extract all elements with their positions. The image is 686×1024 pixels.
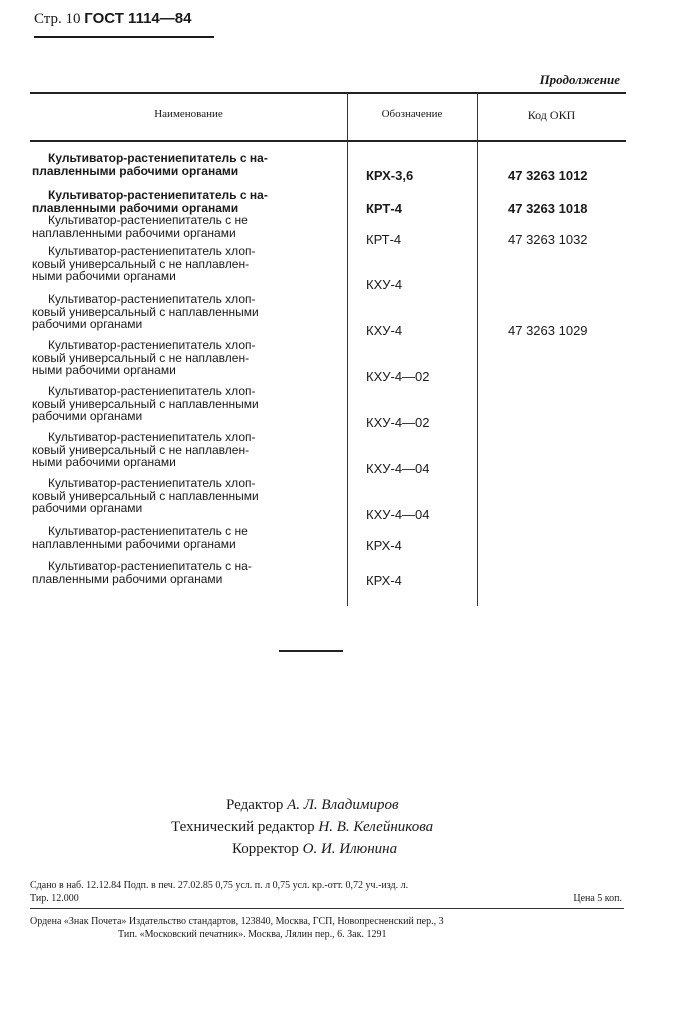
name-line: наплавленными рабочими органами bbox=[32, 225, 236, 240]
editor-name: А. Л. Владимиров bbox=[287, 797, 399, 813]
tech-editor-name: Н. В. Келейникова bbox=[318, 819, 434, 835]
name-line: плавленными рабочими органами bbox=[32, 200, 239, 215]
table-row-designation: КХУ-4—02 bbox=[366, 415, 430, 430]
table-header-rule bbox=[30, 140, 626, 142]
table-row-designation: КРХ-4 bbox=[366, 573, 402, 588]
corrector-role: Корректор bbox=[232, 841, 299, 857]
editor-role: Редактор bbox=[226, 797, 284, 813]
name-line: рабочими органами bbox=[32, 501, 143, 515]
continuation-label: Продолжение bbox=[539, 72, 620, 87]
credit-corrector bbox=[232, 841, 397, 858]
table-row-designation: КХУ-4—04 bbox=[366, 507, 430, 522]
name-line: ными рабочими органами bbox=[32, 363, 176, 377]
name-line: Культиватор-растениепитатель с не bbox=[48, 213, 248, 227]
table-row-name bbox=[32, 560, 330, 585]
imprint-line-1: Сдано в наб. 12.12.84 Подп. в печ. 27.02.85 0,75 усл. п. л 0,75 усл. кр.-отт. 0,72 уч.-изд. л. bbox=[30, 880, 409, 891]
name-line: рабочими органами bbox=[32, 317, 143, 331]
page-number: Стр. 10 bbox=[34, 11, 81, 27]
name-line: плавленными рабочими органами bbox=[32, 163, 239, 178]
name-line: Культиватор-растениепитатель с не bbox=[48, 524, 248, 538]
name-line: Культиватор-растениепитатель хлоп- bbox=[48, 384, 256, 398]
table-row-name bbox=[32, 214, 330, 239]
table-row-name bbox=[32, 189, 330, 214]
imprint-line-2-right: Цена 5 коп. bbox=[573, 893, 622, 904]
table-row-okp: 47 3263 1018 bbox=[508, 201, 588, 216]
credit-tech-editor bbox=[171, 819, 433, 836]
column-header-okp: Код ОКП bbox=[527, 108, 576, 122]
table-row-name bbox=[32, 293, 330, 331]
column-header-designation: Обозначение bbox=[381, 108, 443, 120]
name-line: Культиватор-растениепитатель с на- bbox=[48, 559, 252, 573]
name-line: ковый универсальный с наплавленными bbox=[32, 488, 259, 503]
name-line: рабочими органами bbox=[32, 409, 143, 423]
name-line: Культиватор-растениепитатель хлоп- bbox=[48, 430, 256, 444]
name-line: Культиватор-растениепитатель хлоп- bbox=[48, 244, 256, 258]
table-column-divider-2 bbox=[477, 92, 478, 606]
header-underline bbox=[34, 36, 214, 38]
table-row-name bbox=[32, 431, 330, 469]
name-line: ными рабочими органами bbox=[32, 269, 176, 283]
standard-number: ГОСТ 1114—84 bbox=[84, 10, 192, 27]
table-row-designation: КРТ-4 bbox=[366, 201, 402, 216]
table-row-okp: 47 3263 1029 bbox=[508, 323, 588, 338]
name-line: наплавленными рабочими органами bbox=[32, 536, 236, 551]
name-line: Культиватор-растениепитатель хлоп- bbox=[48, 338, 256, 352]
name-line: плавленными рабочими органами bbox=[32, 571, 223, 586]
column-header-name: Наименование bbox=[154, 108, 223, 120]
name-line: Культиватор-растениепитатель с на- bbox=[48, 188, 268, 202]
imprint-line-3: Ордена «Знак Почета» Издательство стандартов, 123840, Москва, ГСП, Новопресненский пер., 3 bbox=[30, 916, 444, 927]
page-header bbox=[34, 10, 191, 28]
table-row-designation: КРХ-4 bbox=[366, 538, 402, 553]
table-row-designation: КРХ-3,6 bbox=[366, 168, 414, 183]
section-separator bbox=[279, 650, 343, 652]
name-line: ковый универсальный с наплавленными bbox=[32, 396, 259, 411]
table-row-designation: КРТ-4 bbox=[366, 232, 402, 247]
name-line: ковый универсальный с не наплавлен- bbox=[32, 256, 250, 271]
name-line: Культиватор-растениепитатель хлоп- bbox=[48, 476, 256, 490]
table-row-designation: КХУ-4—04 bbox=[366, 461, 430, 476]
imprint-line-2-left: Тир. 12.000 bbox=[30, 893, 79, 904]
table-row-designation: КХУ-4—02 bbox=[366, 369, 430, 384]
table-row-okp: 47 3263 1012 bbox=[508, 168, 588, 183]
table-row-okp: 47 3263 1032 bbox=[508, 232, 588, 247]
table-column-divider-1 bbox=[347, 92, 348, 606]
table-row-name bbox=[32, 152, 330, 177]
name-line: Культиватор-растениепитатель хлоп- bbox=[48, 292, 256, 306]
name-line: ковый универсальный с не наплавлен- bbox=[32, 442, 250, 457]
table-row-designation: КХУ-4 bbox=[366, 323, 403, 338]
table-row-name bbox=[32, 339, 330, 377]
name-line: ковый универсальный с наплавленными bbox=[32, 304, 259, 319]
table-row-name bbox=[32, 385, 330, 423]
table-top-rule bbox=[30, 92, 626, 94]
imprint-line-4: Тип. «Московский печатник». Москва, Лялин пер., 6. Зак. 1291 bbox=[118, 929, 387, 940]
table-row-designation: КХУ-4 bbox=[366, 277, 403, 292]
name-line: Культиватор-растениепитатель с на- bbox=[48, 151, 268, 165]
corrector-name: О. И. Илюнина bbox=[302, 841, 398, 857]
table-row-name bbox=[32, 477, 330, 515]
table-row-name bbox=[32, 245, 330, 283]
name-line: ковый универсальный с не наплавлен- bbox=[32, 350, 250, 365]
tech-editor-role: Технический редактор bbox=[171, 819, 315, 835]
credit-editor bbox=[226, 797, 398, 814]
table-row-name bbox=[32, 525, 330, 550]
imprint-rule bbox=[30, 908, 624, 909]
name-line: ными рабочими органами bbox=[32, 455, 176, 469]
